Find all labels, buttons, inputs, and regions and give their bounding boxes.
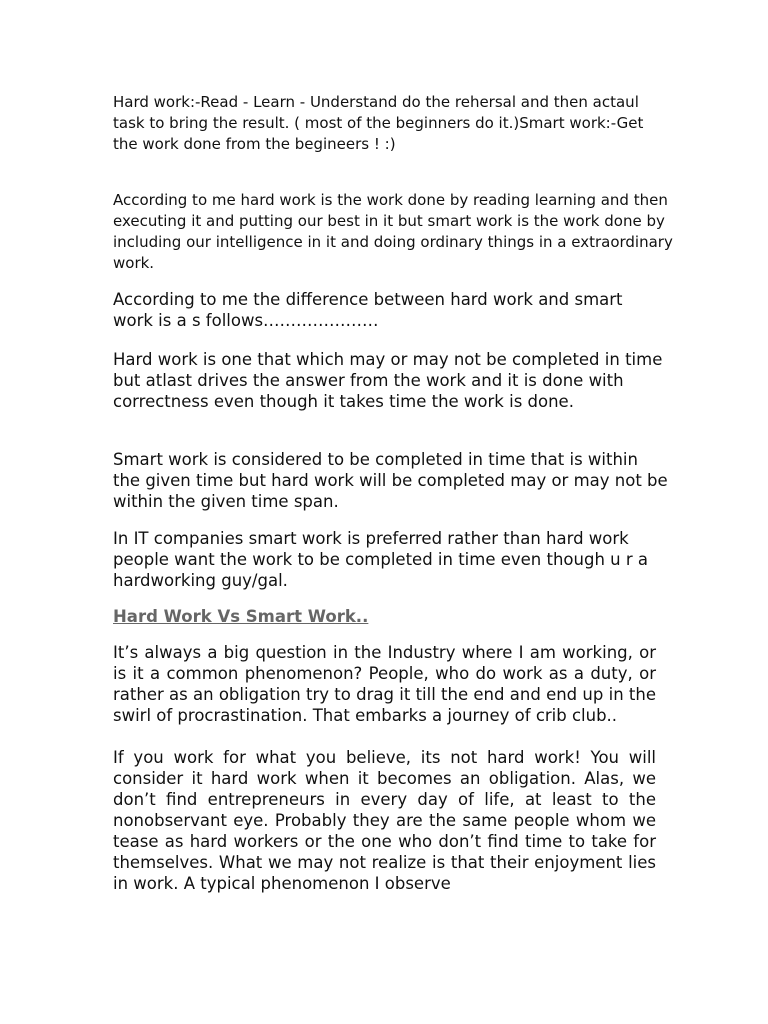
paragraph-difference-intro: According to me the difference between hard work and smart work is a s follows………………… — [113, 290, 623, 330]
paragraph-big-question: It’s always a big question in the Industry where I am working, or is it a common phenomenon? People, who do work as a duty, or rather as an obligation try to drag it till the end and end up in the swirl of procrastination. That embarks a journey of crib club.. — [113, 643, 656, 725]
paragraph-work-for-belief: If you work for what you believe, its not hard work! You will consider it hard work when it becomes an obligation. Alas, we don’t find entrepreneurs in every day of life, at least to the nonobservant eye. Probably they are the same people whom we tease as hard workers or the one who don’t find time to take for themselves. What we may not realize is that their enjoyment lies in work. A typical phenomenon I observe — [113, 748, 656, 893]
paragraph-it-companies: In IT companies smart work is preferred rather than hard work people want the work to be completed in time even though u r a hardworking guy/gal. — [113, 529, 648, 590]
paragraph-smart-work-description: Smart work is considered to be completed in time that is within the given time but hard work will be completed may or may not be within the given time span. — [113, 450, 668, 511]
section-heading: Hard Work Vs Smart Work.. — [113, 607, 369, 626]
paragraph-according-to-me: According to me hard work is the work done by reading learning and then executing it and putting our best in it but smart work is the work done by including our intelligence in it and doing ordinary things in a extraordinary work. — [113, 191, 673, 272]
paragraph-hard-work-description: Hard work is one that which may or may not be completed in time but atlast drives the answer from the work and it is done with correctness even though it takes time the work is done. — [113, 350, 663, 411]
paragraph-hard-work-definition: Hard work:-Read - Learn - Understand do the rehersal and then actaul task to bring the result. ( most of the beginners do it.)Smart work:-Get the work done from the begineers ! :) — [113, 93, 644, 153]
